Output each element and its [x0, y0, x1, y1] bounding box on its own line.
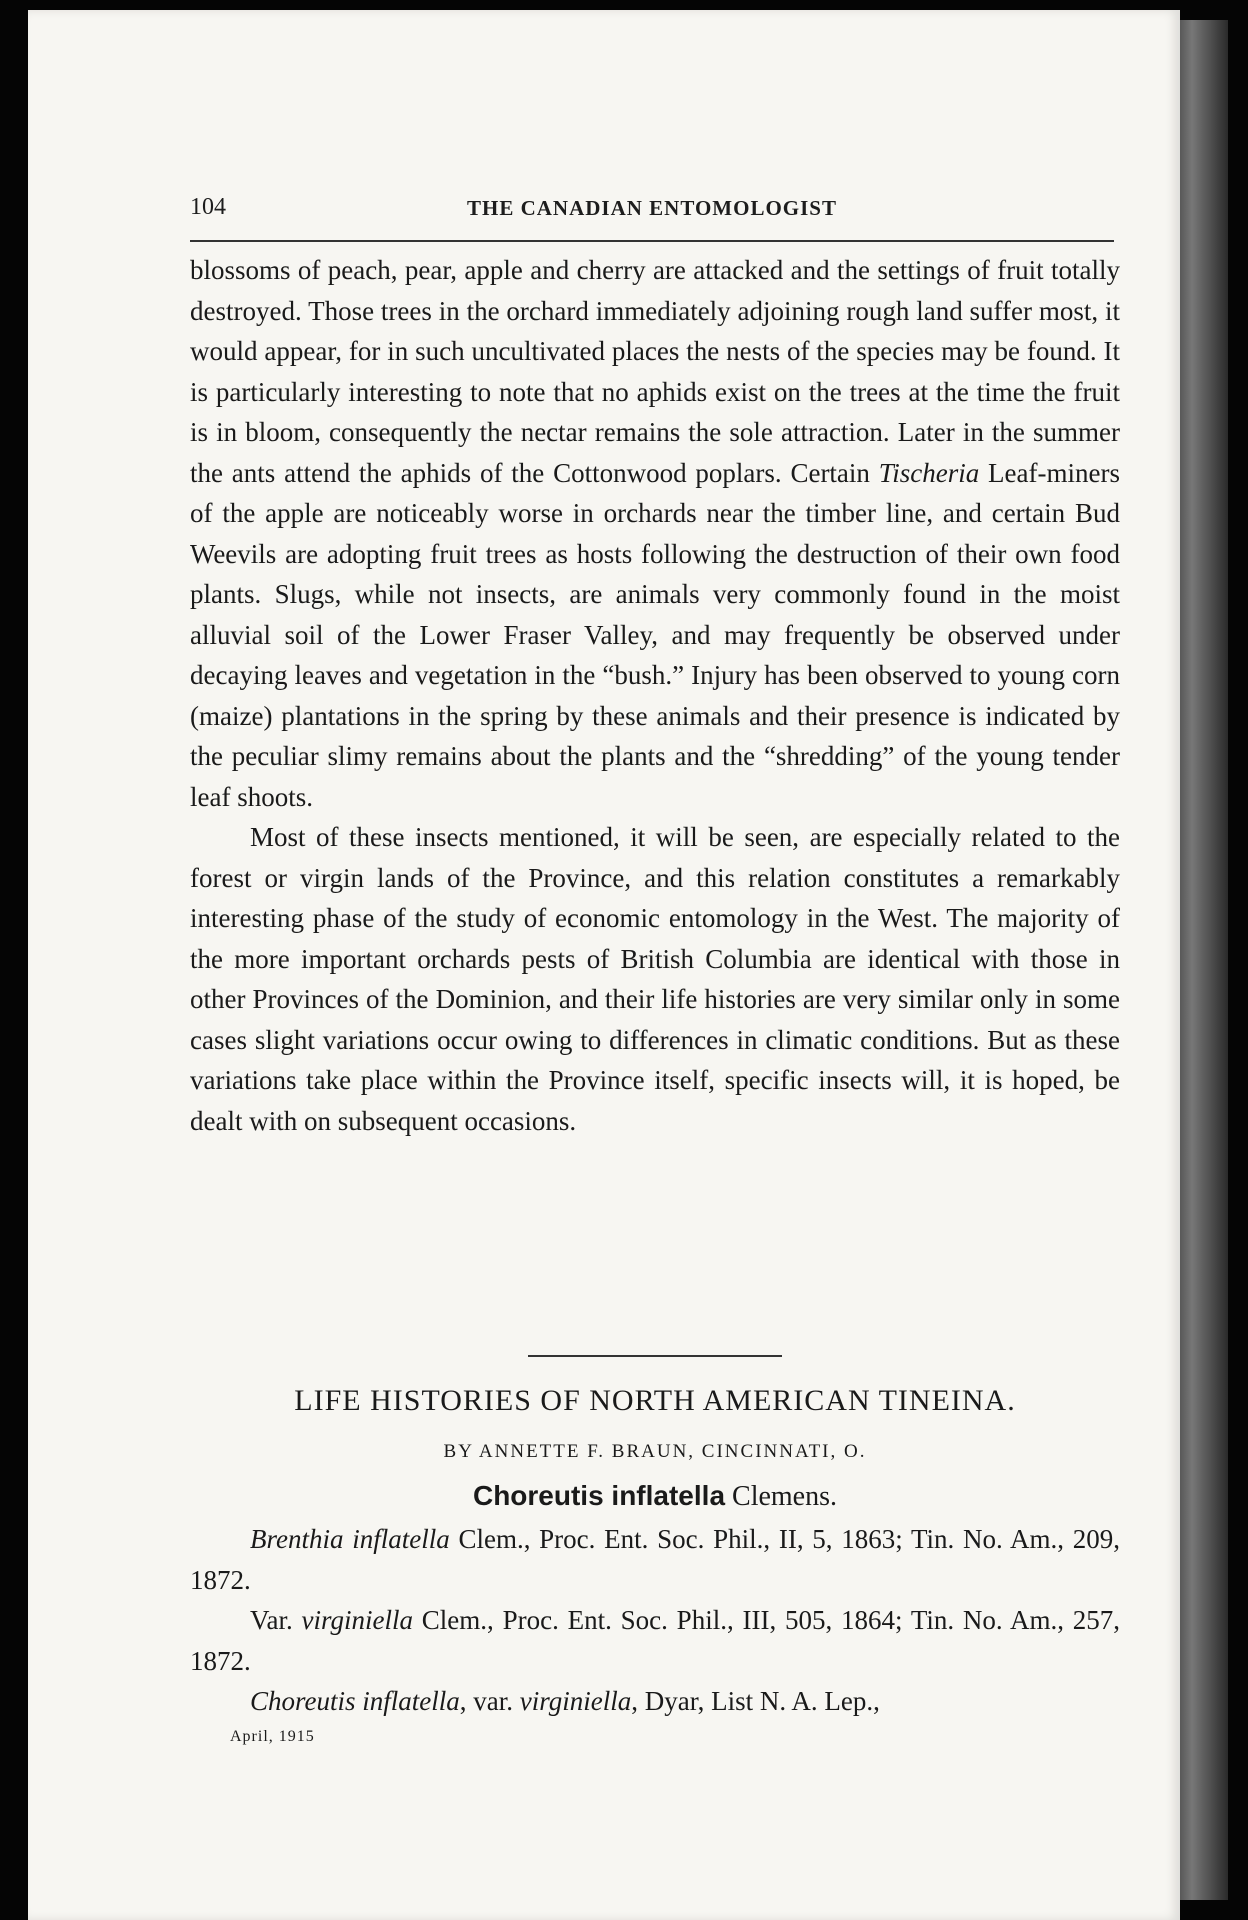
citation-text: , Dyar, List N. A. Lep.,: [631, 1686, 880, 1716]
species-name: Choreutis inflatella: [472, 1480, 726, 1511]
paragraph-text: blossoms of peach, pear, apple and cherry are attacked and the settings of fruit totally destroyed. Those trees in the orchard immediately adjoining rough land suffer most, it would appear, for in such uncultivated places the nests of the species may be found. It is particularly interesting to note that no aphids exist on the trees at the time the fruit is in bloom, consequently the nectar remains the sole attraction. Later in the summer the ants attend the aphids of the Cottonwood poplars. Certain: [190, 255, 1120, 488]
article-title: LIFE HISTORIES OF NORTH AMERICAN TINEINA.: [294, 1384, 1016, 1417]
running-title: THE CANADIAN ENTOMOLOGIST: [466, 196, 837, 220]
species-authority: Clemens.: [732, 1481, 838, 1512]
species-heading: [190, 1480, 1120, 1513]
page-header: [190, 194, 1114, 230]
paragraph-continuation: [190, 250, 1120, 817]
citation-text: Clem., Proc. Ent. Soc. Phil., II, 5, 1863; Tin. No. Am., 209, 1872.: [190, 1524, 1120, 1595]
body-text: [190, 250, 1120, 1141]
genus-name: Tischeria: [878, 457, 980, 488]
author-byline: BY ANNETTE F. BRAUN, CINCINNATI, O.: [443, 1441, 867, 1462]
citation-text: , var.: [459, 1686, 520, 1716]
synonymy-entry: [190, 1600, 1120, 1681]
taxon-name: virginiella: [301, 1605, 414, 1635]
citation-text: Clem., Proc. Ent. Soc. Phil., III, 505, 1864; Tin. No. Am., 257, 1872.: [190, 1605, 1120, 1676]
section-divider: [528, 1355, 782, 1357]
paragraph: Most of these insects mentioned, it will be seen, are especially related to the forest or virgin lands of the Province, and this relation constitutes a remarkably interesting phase of the study of economic entomology in the West. The majority of the more important orchards pests of British Columbia are identical with those in other Provinces of the Dominion, and their life histories are very similar only in some cases slight variations occur owing to differences in climatic conditions. But as these variations take place within the Province itself, specific insects will, it is hoped, be dealt with on subsequent occasions.: [190, 822, 1120, 1136]
paragraph-text: Leaf-miners of the apple are noticeably worse in orchards near the timber line, and certain Bud Weevils are adopting fruit trees as hosts following the destruction of their own food plants. Slugs, while not insects, are animals very commonly found in the moist alluvial soil of the Lower Fraser Valley, and may frequently be observed under decaying leaves and vegetation in the “bush.” Injury has been observed to young corn (maize) plantations in the spring by these animals and their presence is indicated by the peculiar slimy remains about the plants and the “shredding” of the young tender leaf shoots.: [190, 457, 1120, 812]
citation-prefix: Var.: [250, 1605, 302, 1635]
synonymy-entry: [190, 1519, 1120, 1600]
synonymy-entry: [190, 1681, 1120, 1722]
taxon-name: Choreutis inflatella: [250, 1686, 460, 1716]
page-number: 104: [190, 194, 226, 220]
taxon-name: virginiella: [519, 1686, 632, 1716]
synonymy-list: [190, 1519, 1120, 1722]
header-rule: [190, 240, 1114, 242]
issue-date: April, 1915: [230, 1728, 315, 1745]
taxon-name: Brenthia inflatella: [250, 1524, 450, 1554]
